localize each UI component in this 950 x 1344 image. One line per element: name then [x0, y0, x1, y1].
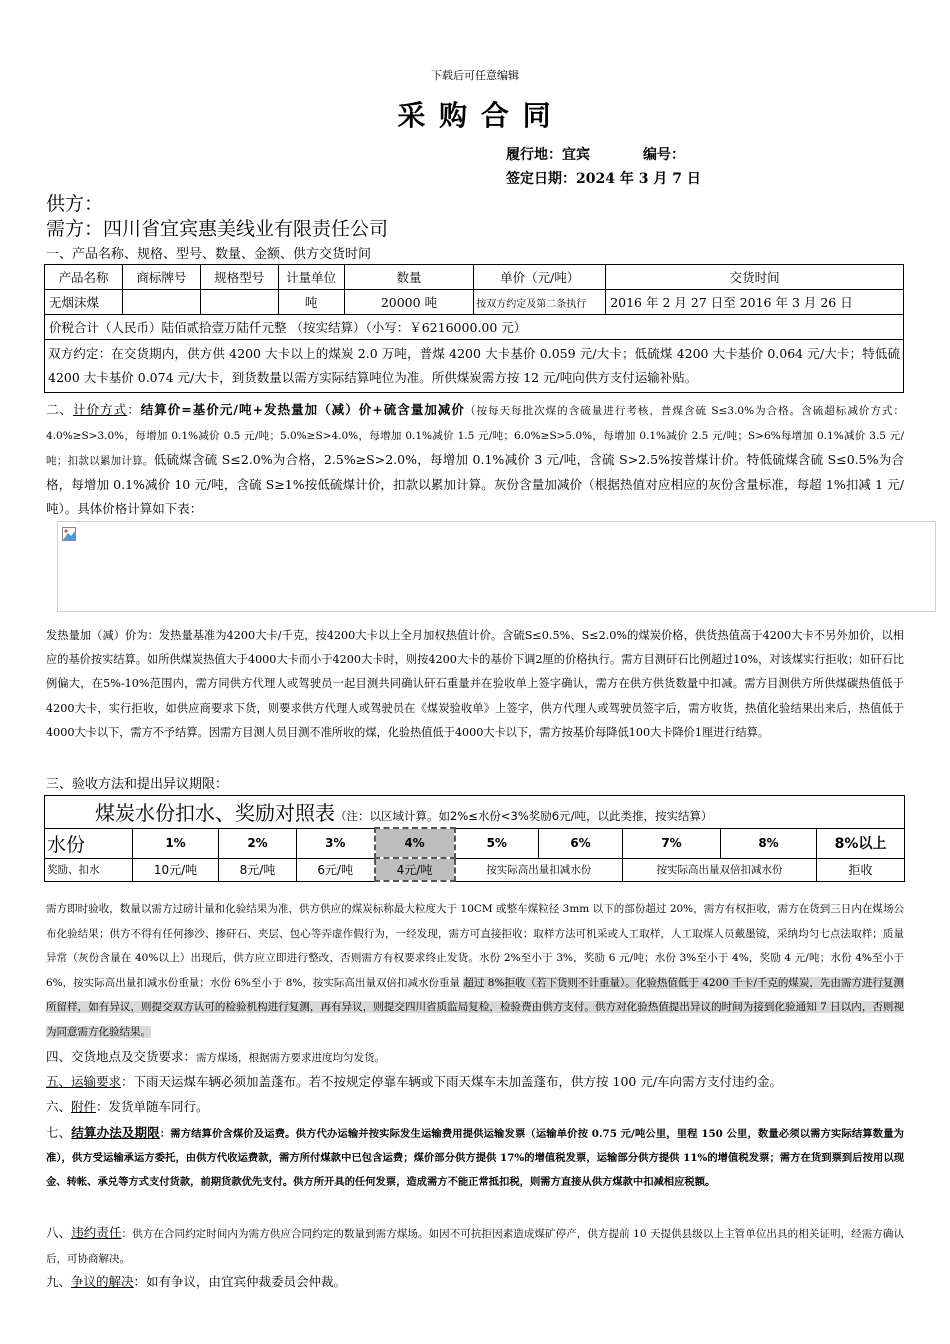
moisture-cell: 4% — [375, 828, 455, 858]
table-row — [45, 290, 904, 315]
reward-cell: 按实际高出量扣减水份 — [455, 858, 623, 881]
header-cell: 产品名称 — [45, 265, 123, 290]
section1-heading: 一、产品名称、规格、型号、数量、金额、供方交货时间 — [46, 247, 372, 262]
moisture-cell: 7% — [623, 828, 721, 858]
total-cell: 价税合计（人民币）陆佰贰拾壹万陆仟元整 （按实结算）（小写：￥6216000.00 元） — [45, 315, 904, 340]
moisture-cell: 6% — [539, 828, 623, 858]
section8: 八、违约责任：供方在合同约定时间内为需方供应合同约定的数量到需方煤场。如因不可抗拒因素造成煤矿停产，供方提前 10 天提供县级以上主管单位出具的相关证明，经需方确认后，可协商解决。 — [46, 1225, 904, 1265]
performance-place: 履行地：宜宾 — [506, 147, 590, 163]
agreement-cell: 双方约定：在交货期内，供方供 4200 大卡以上的煤炭 2.0 万吨，普煤 4200 大卡基价 0.059 元/大卡；低硫煤 4200 大卡基价 0.064 元/大卡；特低硫 4200 大卡基价 0.074 元/大卡，到货数量以需方实际结算吨位为准。所供煤炭需方按 12 元/吨向供方支付运输补贴。 — [45, 340, 904, 393]
table-cell: 无烟沫煤 — [45, 290, 123, 315]
highlighted-text: 超过 8%拒收（若下货则不计重量）。化验热值低于 4200 千卡/千克的煤炭，先由需方进行复测所留样，如有异议，则提交双方认可的检验机构进行复测，再有异议，则提交四川省质监局复检，检验费由供方支付。供方对化验热值提出异议的时间为接到化验通知 7 日以内，否则视为同意需方化验结果。 — [46, 976, 904, 1038]
section3-heading: 三、验收方法和提出异议期限： — [46, 777, 229, 792]
moisture-cell: 2% — [219, 828, 297, 858]
table-cell: 20000 吨 — [344, 290, 474, 315]
section4: 四、交货地点及交货要求：需方煤场，根据需方要求进度均匀发货。 — [46, 1049, 386, 1064]
reward-cell: 8元/吨 — [219, 858, 297, 881]
reward-cell: 4元/吨 — [375, 858, 455, 881]
total-row — [45, 315, 904, 340]
table-cell: 按双方约定及第二条执行 — [474, 290, 606, 315]
section9-title: 争议的解决 — [71, 1274, 134, 1289]
reward-cell: 10元/吨 — [133, 858, 219, 881]
header-cell: 单价（元/吨） — [474, 265, 606, 290]
product-table — [44, 264, 904, 393]
section2-paragraph: 二、计价方式：结算价=基价元/吨+发热量加（减）价+硫含量加减价（按每天每批次煤的含硫量进行考核，普煤含硫 S≤3.0%为合格。含硫超标减价方式：4.0%≥S>3.0%，每增加 0.1%减价 0.5 元/吨；5.0%≥S>4.0%，每增加 0.1%减价 1.5 元/吨；6.0%≥S>5.0%，每增加 0.1%减价 2.5 元/吨；S>6%每增加 0.1%减价 3.5 元/吨；扣款以累加计算。低硫煤含硫 S≤2.0%为合格，2.5%≥S>2.0%，每增加 0.1%减价 3 元/吨，含硫 S>2.5%按普煤计价。特低硫煤含硫 S≤0.5%为合格，每增加 0.1%减价 10 元/吨，含硫 S≥1%按低硫煤计价，扣款以累加计算。灰份含量加减价（根据热值对应相应的灰份含量标准，每超 1%扣减 1 元/吨）。具体价格计算如下表： — [46, 402, 905, 516]
moisture-label: 水份 — [45, 828, 133, 858]
inspection-paragraph: 需方即时验收，数量以需方过磅计量和化验结果为准，供方供应的煤炭标称最大粒度大于 10CM 或整车煤粒径 3mm 以下的部份超过 20%，需方有权拒收，需方在货到三日内在煤场公布化验结果；供方不得有任何掺沙、掺矸石、夹层、包心等弄虚作假行为，一经发现，需方可直接拒收；取样方法可机采或人工取样，人工取煤人员戴墨镜，采纳均匀七点法取样；质量异常（灰份含量在 40%以上）出现后，供方应立即进行整改，否则需方有权要求终止发货。水份 2%至小于 3%，奖励 6 元/吨；水份 3%至小于 4%，奖励 4 元/吨；水份 4%至小于 6%，按实际高出量扣减水份重量；水份 6%至小于 8%，按实际高出量双倍扣减水份重量 超过 8%拒收（若下货则不计重量）。化验热值低于 4200 千卡/千克的煤炭，先由需方进行复测所留样，如有异议，则提交双方认可的检验机构进行复测，再有异议，则提交四川省质监局复检，检验费由供方支付。供方对化验热值提出异议的时间为接到化验通知 7 日以内，否则视为同意需方化验结果。 — [46, 903, 904, 1038]
agreement-row — [45, 340, 904, 393]
table-cell — [122, 290, 200, 315]
price-table-image-placeholder — [57, 521, 936, 612]
section6: 六、附件：发货单随车同行。 — [46, 1099, 209, 1114]
section5: 五、运输要求：下雨天运煤车辆必须加盖蓬布。若不按规定停靠车辆或下雨天煤车未加盖蓬布，供方按 100 元/车向需方支付违约金。 — [46, 1074, 783, 1089]
moisture-cell: 8%以上 — [817, 828, 905, 858]
settlement-formula: 结算价=基价元/吨+发热量加（减）价+硫含量加减价 — [140, 402, 465, 417]
reward-label: 奖励、扣水 — [45, 858, 133, 881]
reward-cell: 按实际高出量双倍扣减水份 — [623, 858, 817, 881]
table-cell: 2016 年 2 月 27 日至 2016 年 3 月 26 日 — [606, 290, 904, 315]
header-cell: 商标牌号 — [122, 265, 200, 290]
header-cell: 交货时间 — [606, 265, 904, 290]
contract-title: 采 购 合 同 — [397, 99, 553, 132]
table-cell — [200, 290, 278, 315]
section6-title: 附件 — [71, 1099, 97, 1114]
section2-title: 计价方式 — [73, 402, 128, 417]
supplier-label: 供方： — [46, 193, 104, 215]
moisture-cell: 1% — [133, 828, 219, 858]
signing-date: 签定日期：2024 年 3 月 7 日 — [506, 171, 701, 187]
moisture-table-title-row — [45, 796, 905, 829]
reward-row — [45, 858, 905, 881]
section7-title: 结算办法及期限 — [71, 1125, 160, 1140]
header-cell: 计量单位 — [278, 265, 344, 290]
table-cell: 吨 — [278, 290, 344, 315]
header-note: 下载后可任意编辑 — [431, 69, 519, 82]
moisture-table-title: 煤炭水份扣水、奖励对照表（注：以区域计算。如2%≤水份<3%奖励6元/吨，以此类推，按实结算） — [45, 796, 905, 829]
product-table-header — [45, 265, 904, 290]
section8-title: 违约责任 — [71, 1225, 122, 1240]
moisture-table — [44, 795, 905, 882]
moisture-cell: 5% — [455, 828, 539, 858]
section9: 九、争议的解决：如有争议，由宜宾仲裁委员会仲裁。 — [46, 1274, 347, 1289]
section5-title: 运输要求 — [71, 1074, 122, 1089]
contract-number-label: 编号： — [643, 147, 685, 163]
calorific-paragraph: 发热量加（减）价为：发热量基准为4200大卡/千克，按4200大卡以上全月加权热值计价。含硫S≤0.5%、S≤2.0%的煤炭价格，供货热值高于4200大卡不另外加价，以相应的基价按实结算。如所供煤炭热值大于4000大卡而小于4200大卡时，则按4200大卡的基价下调2厘的价格执行。需方目测矸石比例超过10%，对该煤实行拒收；如矸石比例偏大，在5%-10%范围内，需方同供方代理人或驾驶员一起目测共同确认矸石重量并在验收单上签字确认，需方在供方供货数量中扣减。需方目测供方所供煤碳热值低于4200大卡，实行拒收，如供应商要求下货，则要求供方代理人或驾驶员在《煤炭验收单》上签字，供方代理人或驾驶员签字后，需方收货，热值化验结果出来后，热值低于4000大卡以下，需方不予结算。因需方目测人员目测不准所收的煤，化验热值低于4000大卡以下，需方按基价每降低100大卡降价1厘进行结算。 — [46, 629, 904, 739]
header-cell: 数量 — [344, 265, 474, 290]
reward-cell: 6元/吨 — [297, 858, 375, 881]
broken-image-icon — [62, 526, 76, 540]
header-cell: 规格型号 — [200, 265, 278, 290]
reward-cell: 拒收 — [817, 858, 905, 881]
buyer-line: 需方：四川省宜宾惠美线业有限责任公司 — [46, 218, 389, 240]
section7: 七、结算办法及期限：需方结算价含煤价及运费。供方代办运输并按实际发生运输费用提供运输发票（运输单价按 0.75 元/吨公里，里程 150 公里，数量必须以需方实际结算数量为准），供方受运输承运方委托，由供方代收运费款，需方所付煤款中已包含运费；煤价部分供方提供 17%的增值税发票，运输部分供方提供 11%的增值税发票；需方在货到票到后按用以现金、转帐、承兑等方式支付货款，前期货款优先支付。供方所开具的任何发票，造成需方不能正常抵扣税，则需方直接从供方煤款中扣减相应税额。 — [46, 1125, 904, 1188]
moisture-cell: 8% — [721, 828, 817, 858]
moisture-cell: 3% — [297, 828, 375, 858]
moisture-row — [45, 828, 905, 858]
